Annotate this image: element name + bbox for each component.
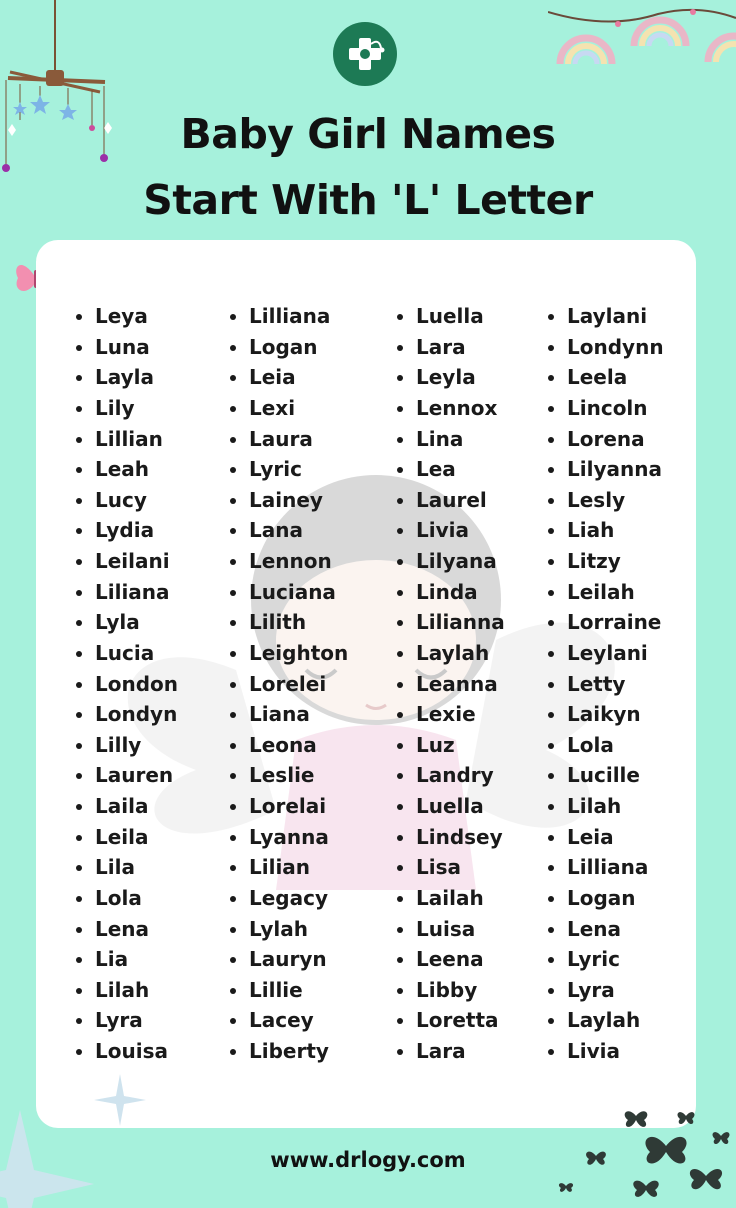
list-item: Lena [76,914,178,945]
list-item: Leslie [230,760,348,791]
website-footer: www.drlogy.com [270,1148,466,1172]
list-item: Lorelei [230,669,348,700]
list-item: Leylani [548,638,664,669]
names-column-1 [76,301,178,1067]
medical-cross-stethoscope-icon [333,22,397,86]
list-item: Letty [548,669,664,700]
list-item: Lacey [230,1005,348,1036]
list-item: Liberty [230,1036,348,1067]
list-item: Leela [548,362,664,393]
list-item: Lorena [548,424,664,455]
list-item: London [76,669,178,700]
sparkle-star-icon [0,1070,160,1208]
list-item: Liliana [76,577,178,608]
list-item: Lexie [397,699,505,730]
list-item: Lydia [76,515,178,546]
list-item: Lucille [548,760,664,791]
list-item: Laikyn [548,699,664,730]
list-item: Lila [76,852,178,883]
list-item: Leanna [397,669,505,700]
list-item: Luz [397,730,505,761]
page-title: Baby Girl Names [180,110,556,158]
list-item: Leah [76,454,178,485]
list-item: Lexi [230,393,348,424]
list-item: Lailah [397,883,505,914]
list-item: Lauren [76,760,178,791]
list-item: Lisa [397,852,505,883]
list-item: Livia [397,515,505,546]
list-item: Lyric [548,944,664,975]
list-item: Leilani [76,546,178,577]
list-item: Lilliana [230,301,348,332]
list-item: Lennon [230,546,348,577]
list-item: Lyanna [230,822,348,853]
list-item: Lauryn [230,944,348,975]
list-item: Laila [76,791,178,822]
list-item: Laylani [548,301,664,332]
list-item: Lucia [76,638,178,669]
list-item: Laura [230,424,348,455]
list-item: Logan [548,883,664,914]
list-item: Loretta [397,1005,505,1036]
list-item: Luciana [230,577,348,608]
list-item: Lilly [76,730,178,761]
list-item: Lily [76,393,178,424]
list-item: Libby [397,975,505,1006]
list-item: Lincoln [548,393,664,424]
logo [333,22,397,86]
rainbow-bunting-icon [548,0,736,80]
list-item: Lilian [230,852,348,883]
list-item: Legacy [230,883,348,914]
list-item: Linda [397,577,505,608]
list-item: Liana [230,699,348,730]
list-item: Lara [397,1036,505,1067]
list-item: Louisa [76,1036,178,1067]
list-item: Lyla [76,607,178,638]
names-column-2 [230,301,348,1067]
list-item: Lilyana [397,546,505,577]
list-item: Luella [397,301,505,332]
list-item: Lyric [230,454,348,485]
list-item: Leya [76,301,178,332]
list-item: Lana [230,515,348,546]
page-subtitle: Start With 'L' Letter [143,176,593,224]
list-item: Lola [548,730,664,761]
list-item: Leena [397,944,505,975]
list-item: Laylah [397,638,505,669]
list-item: Luisa [397,914,505,945]
list-item: Lilianna [397,607,505,638]
list-item: Lola [76,883,178,914]
list-item: Leighton [230,638,348,669]
list-item: Laurel [397,485,505,516]
list-item: Lena [548,914,664,945]
list-item: Londyn [76,699,178,730]
list-item: Londynn [548,332,664,363]
list-item: Lyra [76,1005,178,1036]
list-item: Leia [548,822,664,853]
list-item: Lillian [76,424,178,455]
list-item: Leyla [397,362,505,393]
list-item: Lara [397,332,505,363]
list-item: Luna [76,332,178,363]
list-item: Lilah [548,791,664,822]
list-item: Leila [76,822,178,853]
list-item: Lesly [548,485,664,516]
list-item: Lia [76,944,178,975]
list-item: Lilyanna [548,454,664,485]
list-item: Lindsey [397,822,505,853]
list-item: Leilah [548,577,664,608]
list-item: Lilah [76,975,178,1006]
list-item: Lennox [397,393,505,424]
list-item: Lilliana [548,852,664,883]
list-item: Lorelai [230,791,348,822]
list-item: Laylah [548,1005,664,1036]
list-item: Leona [230,730,348,761]
names-column-3 [397,301,505,1067]
list-item: Lylah [230,914,348,945]
names-column-4 [548,301,664,1067]
list-item: Landry [397,760,505,791]
list-item: Logan [230,332,348,363]
list-item: Litzy [548,546,664,577]
names-card [36,240,696,1128]
list-item: Luella [397,791,505,822]
list-item: Lilith [230,607,348,638]
list-item: Lyra [548,975,664,1006]
list-item: Lorraine [548,607,664,638]
list-item: Layla [76,362,178,393]
list-item: Lina [397,424,505,455]
list-item: Liah [548,515,664,546]
list-item: Lillie [230,975,348,1006]
list-item: Leia [230,362,348,393]
list-item: Lea [397,454,505,485]
list-item: Lainey [230,485,348,516]
list-item: Lucy [76,485,178,516]
list-item: Livia [548,1036,664,1067]
